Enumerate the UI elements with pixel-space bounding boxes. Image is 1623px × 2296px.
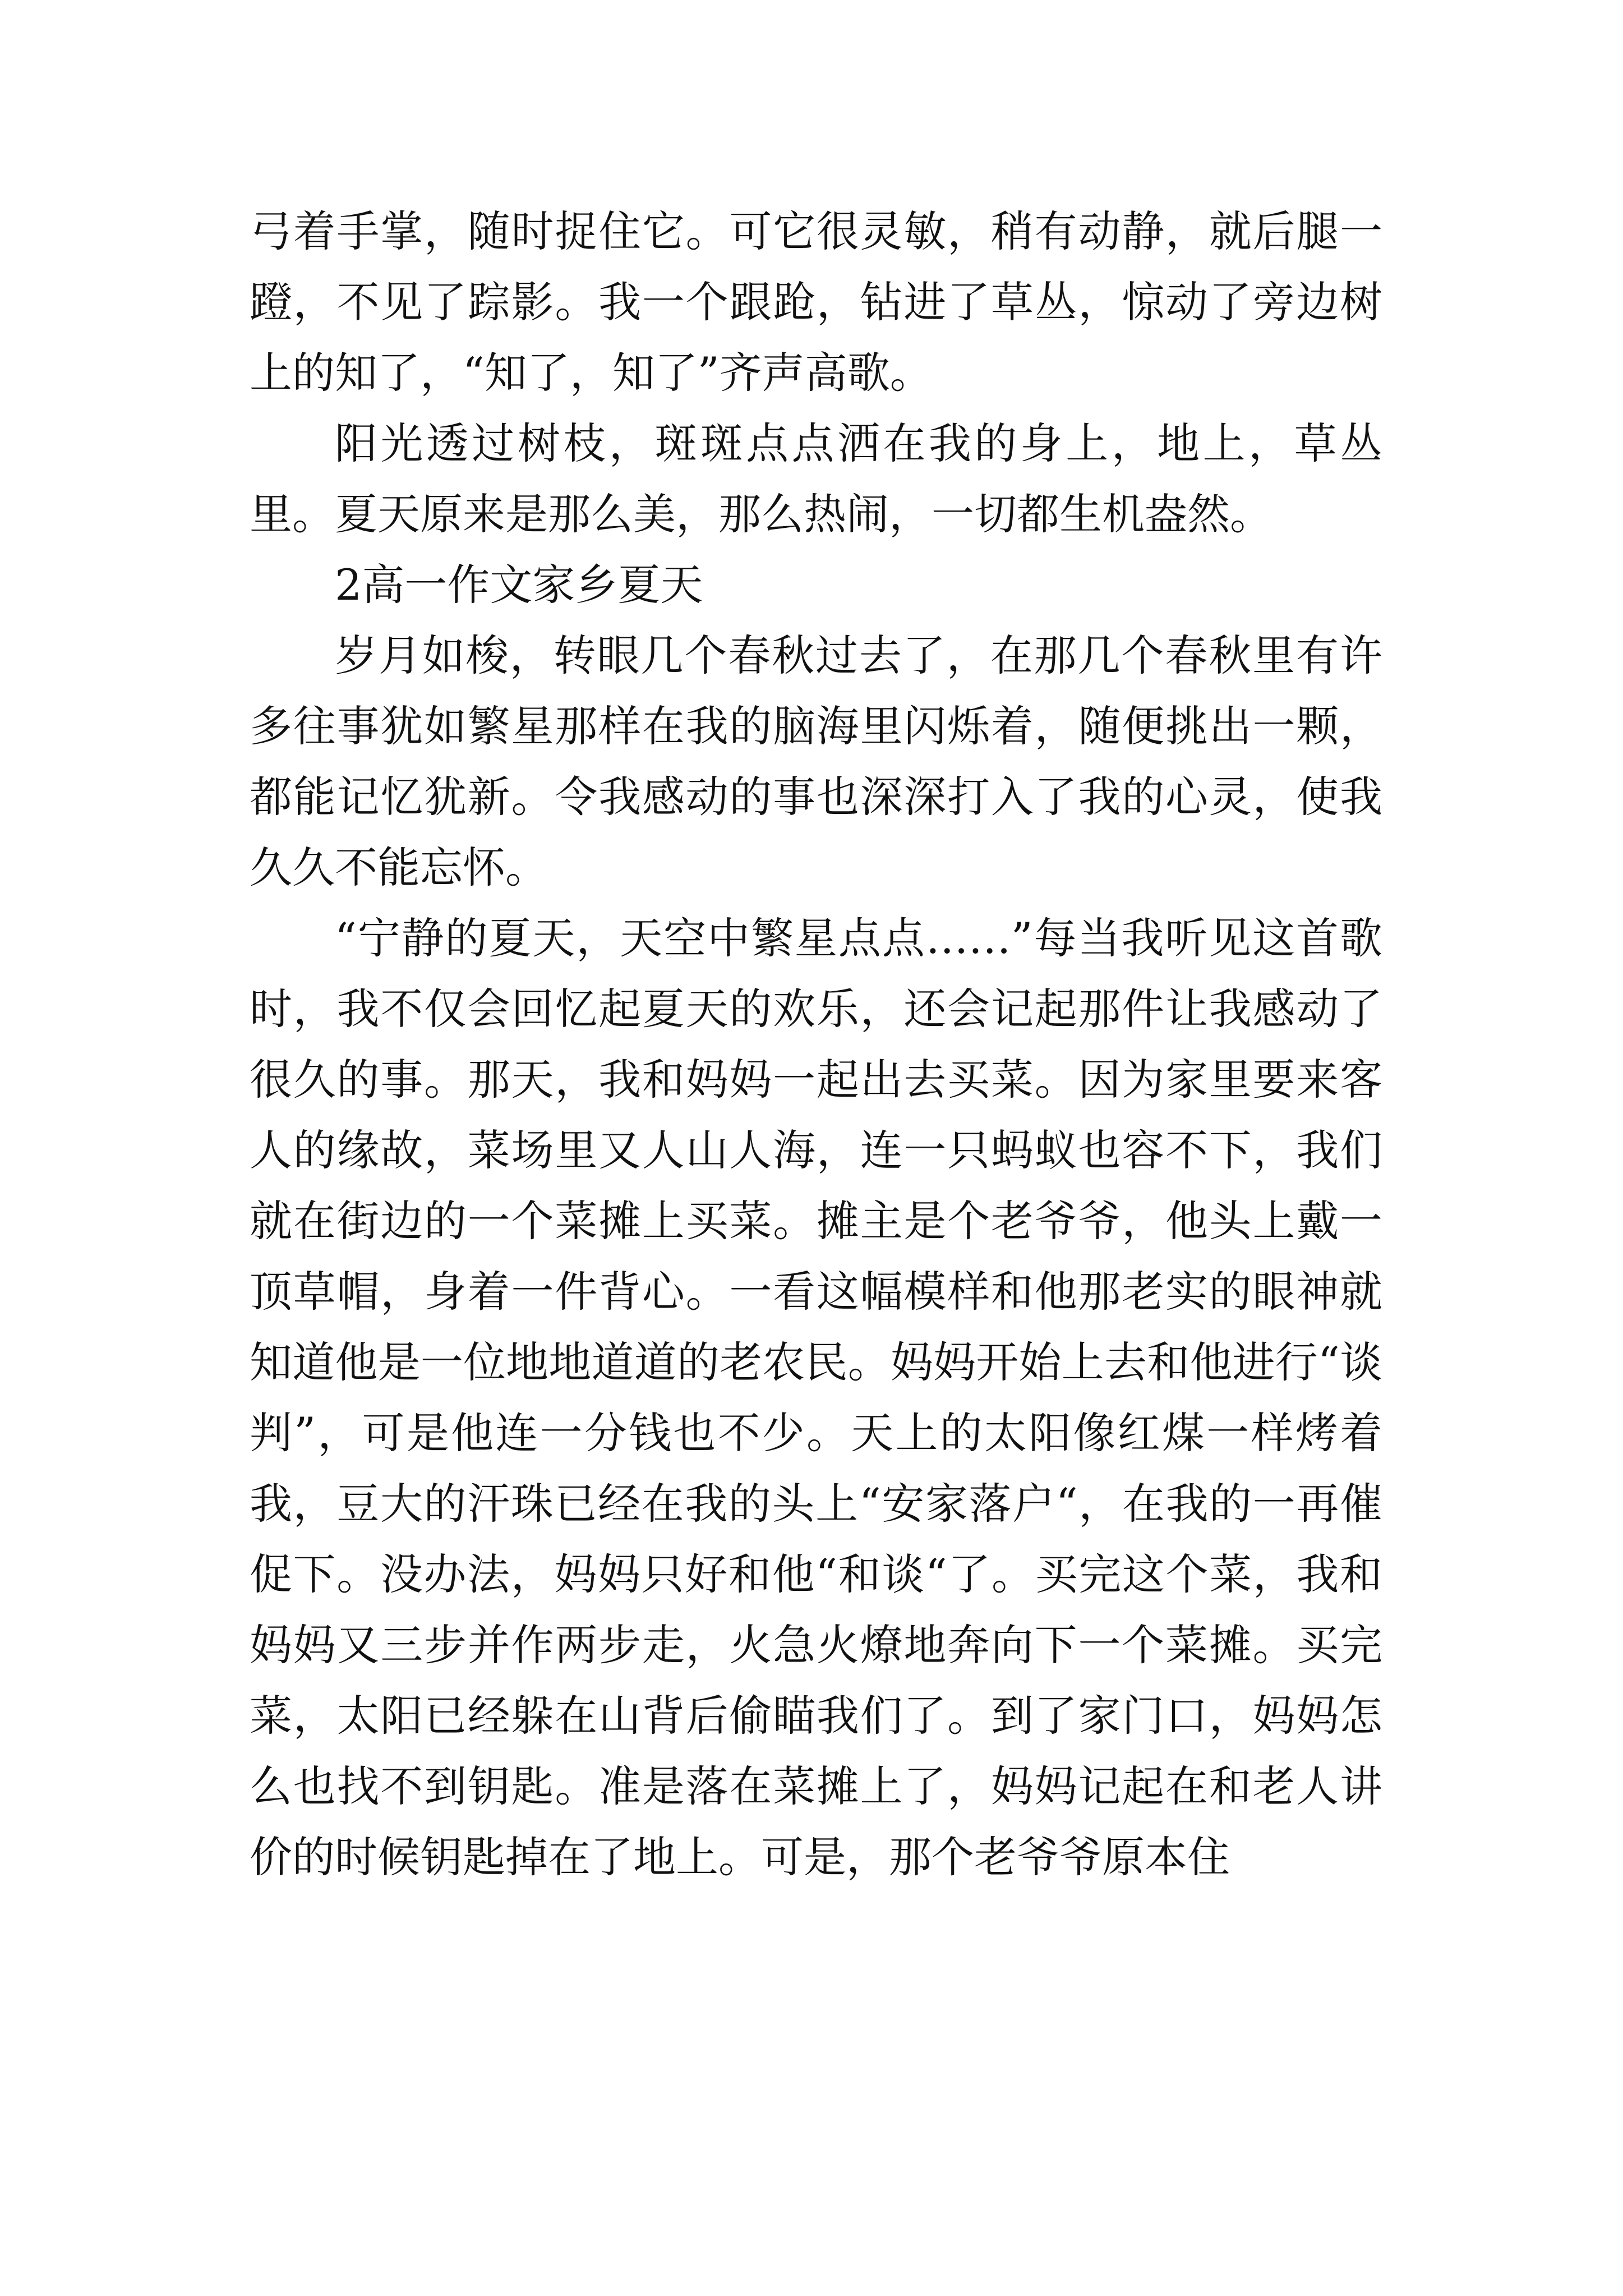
paragraph-story: “宁静的夏天，天空中繁星点点……”每当我听见这首歌时，我不仅会回忆起夏天的欢乐，还会记起那件让我感动了很久的事。那天，我和妈妈一起出去买菜。因为家里要来客人的缘故，菜场里又人山人海，连一只蚂蚁也容不下，我们就在街边的一个菜摊上买菜。摊主是个老爷爷，他头上戴一顶草帽，身着一件背心。一看这幅模样和他那老实的眼神就知道他是一位地地道道的老农民。妈妈开始上去和他进行“谈判”，可是他连一分钱也不少。天上的太阳像红煤一样烤着我，豆大的汗珠已经在我的头上“安家落户“，在我的一再催促下。没办法，妈妈只好和他“和谈“了。买完这个菜，我和妈妈又三步并作两步走，火急火燎地奔向下一个菜摊。买完菜，太阳已经躲在山背后偷瞄我们了。到了家门口，妈妈怎么也找不到钥匙。准是落在菜摊上了，妈妈记起在和老人讲价的时候钥匙掉在了地上。可是，那个老爷爷原本住	[250, 913, 1382, 1882]
document-body	[250, 196, 1382, 1893]
paragraph-continuation: 弓着手掌，随时捉住它。可它很灵敏，稍有动静，就后腿一蹬，不见了踪影。我一个跟跄，钻进了草丛，惊动了旁边树上的知了，“知了，知了”齐声高歌。	[250, 206, 1382, 398]
section-heading: 2高一作文家乡夏天	[335, 560, 703, 610]
paragraph-summer-beauty: 阳光透过树枝，斑斑点点洒在我的身上，地上，草丛里。夏天原来是那么美，那么热闹，一切都生机盎然。	[250, 418, 1382, 539]
paragraph-intro: 岁月如梭，转眼几个春秋过去了，在那几个春秋里有许多往事犹如繁星那样在我的脑海里闪烁着，随便挑出一颗，都能记忆犹新。令我感动的事也深深打入了我的心灵，使我久久不能忘怀。	[250, 631, 1382, 892]
